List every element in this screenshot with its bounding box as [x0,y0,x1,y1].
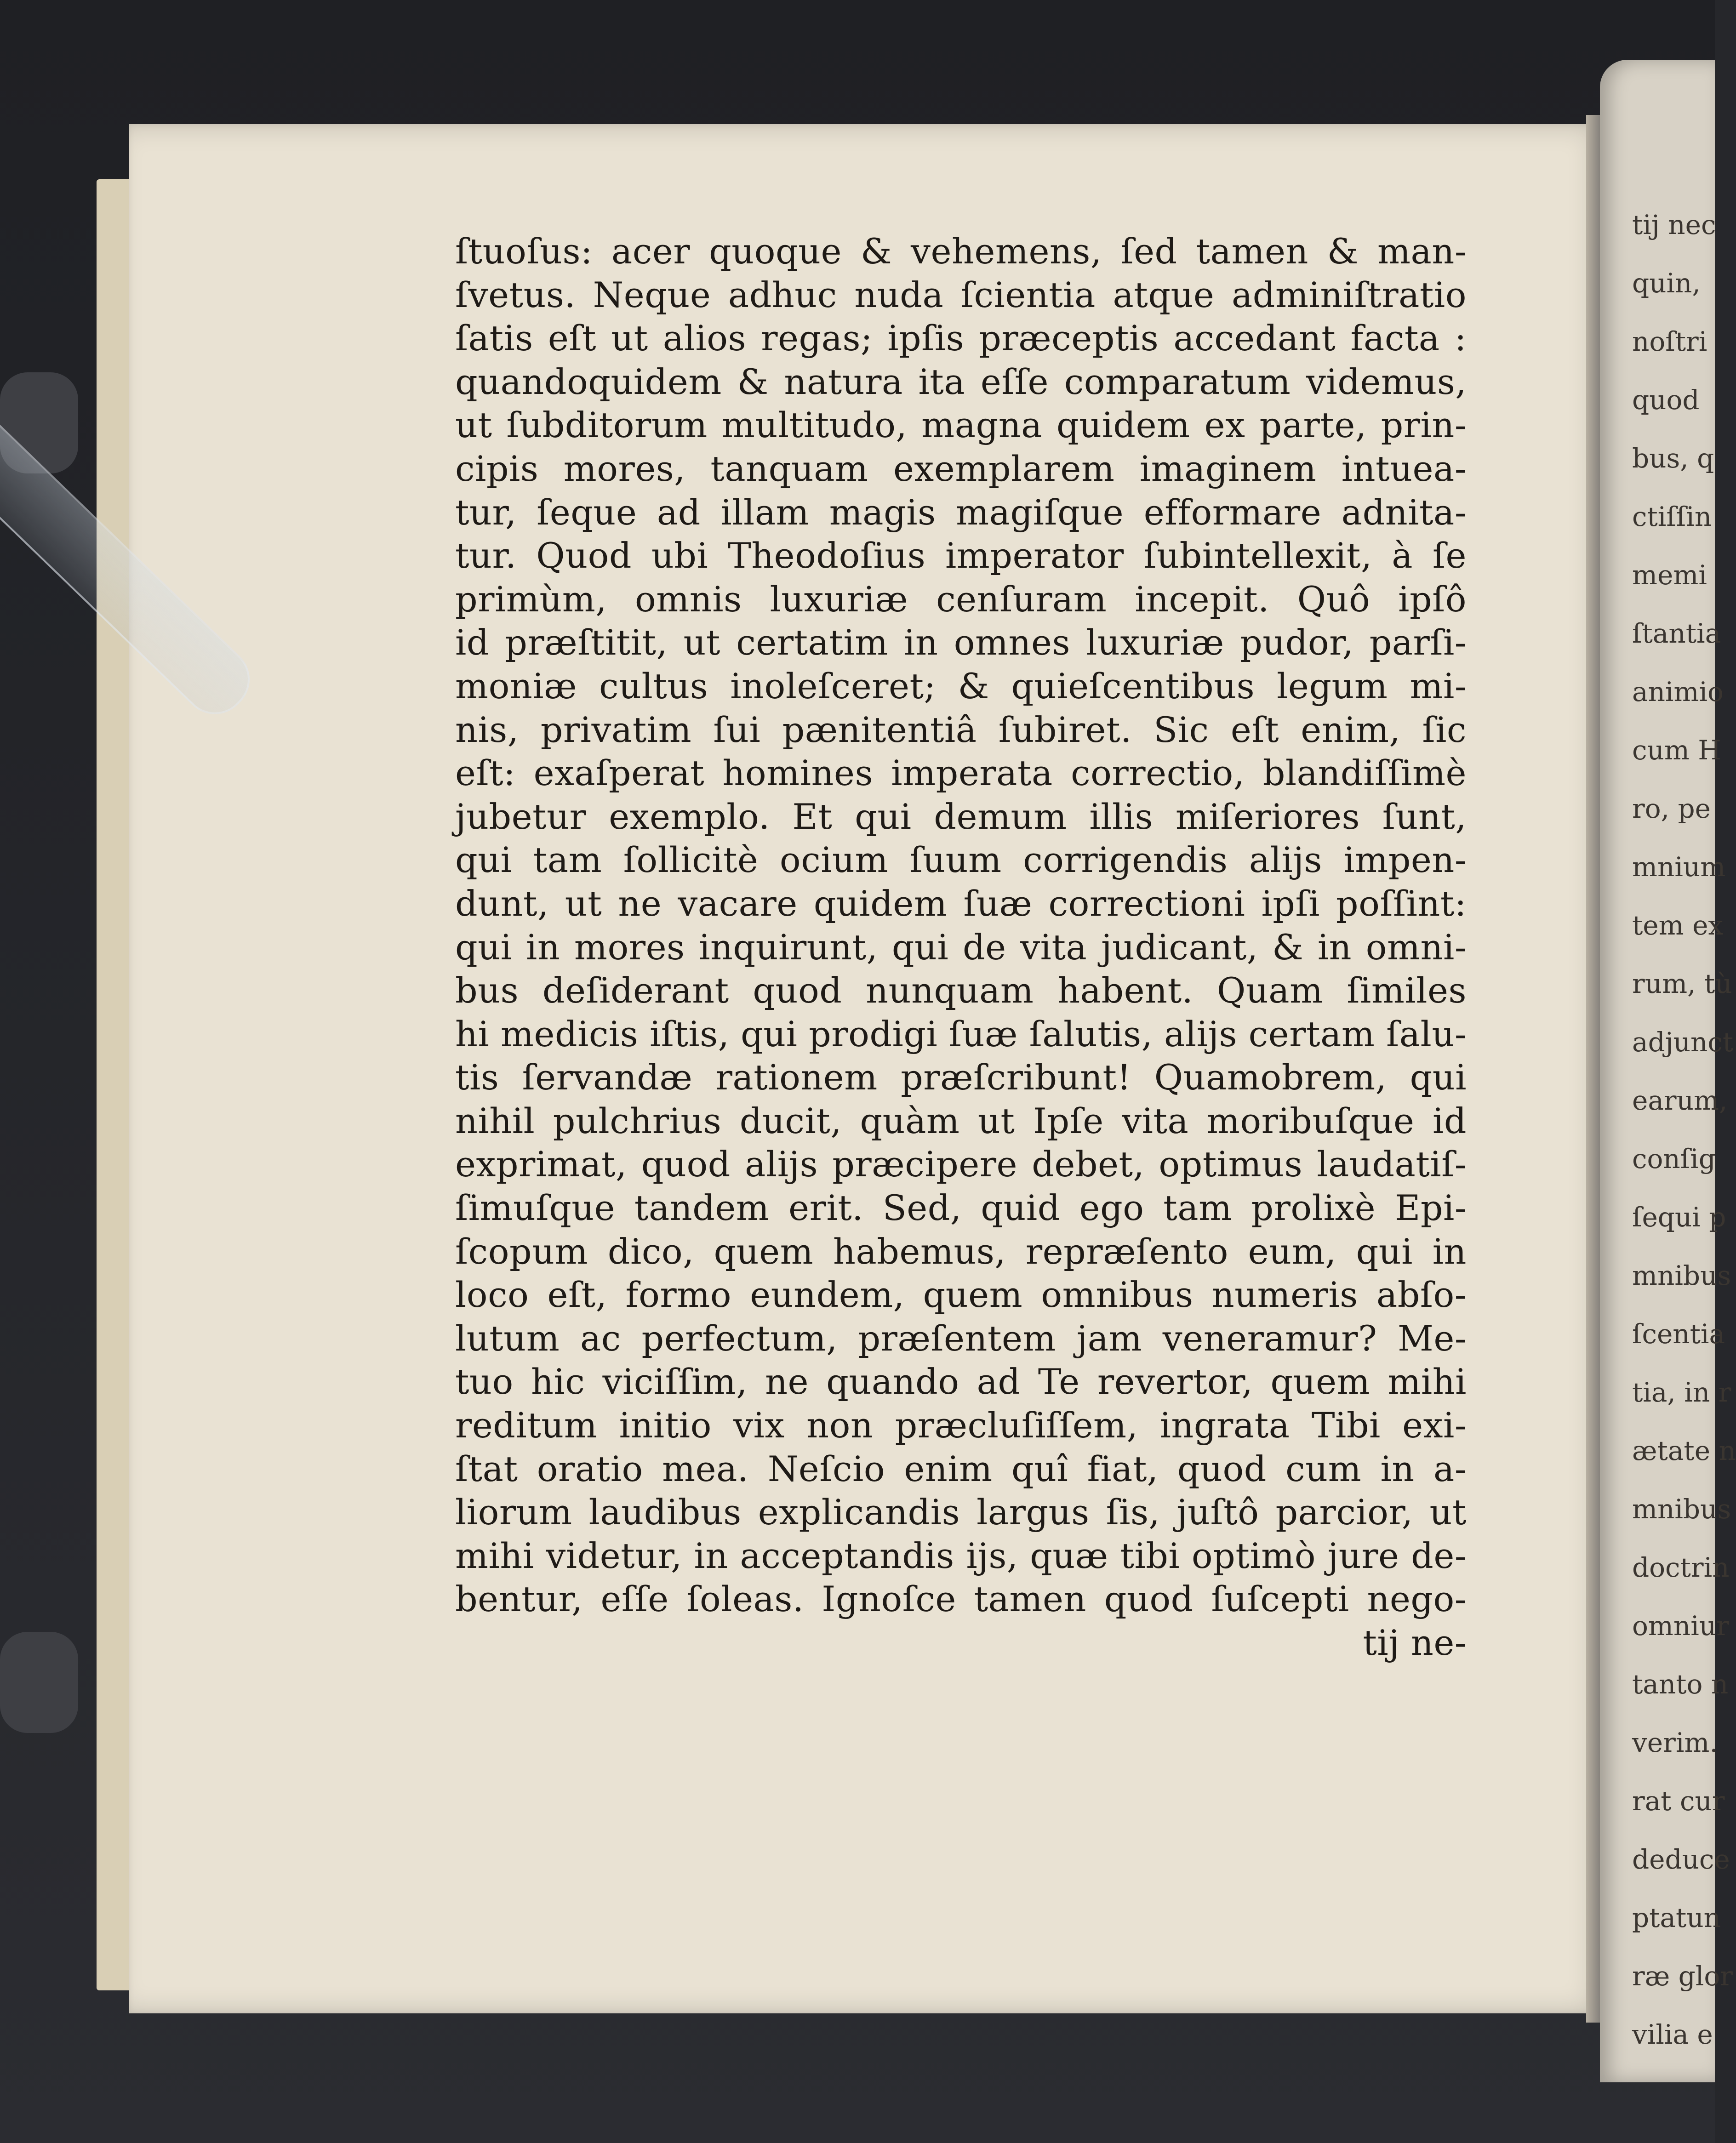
facing-page-line: memi [1632,559,1707,591]
text-line: hi medicis iſtis, qui prodigi ſuæ ſalutis, alijs certam ſalu- [455,1013,1467,1054]
text-line: bus deſiderant quod nunquam habent. Quam ſimiles [455,970,1467,1011]
facing-page-line: quin, [1632,268,1701,299]
text-line: dunt, ut ne vacare quidem ſuæ correctioni ipſi poſſint: [455,883,1467,924]
facing-page-line: earum, [1632,1085,1728,1116]
facing-page-line: rat cur [1632,1785,1725,1817]
text-line: nis, privatim ſui pænitentiâ ſubiret. Sic eſt enim, ſic [455,709,1467,750]
text-line: exprimat, quod alijs præcipere debet, optimus laudatiſ- [455,1144,1467,1185]
facing-page-line: ſcentia [1632,1318,1725,1350]
text-line: ſtuoſus: acer quoque & vehemens, ſed tamen & man- [455,231,1467,272]
facing-page-line: cum H [1632,735,1721,766]
text-line: id præſtitit, ut certatim in omnes luxuriæ pudor, parſi- [455,622,1467,663]
facing-page-line: tanto n [1632,1669,1729,1700]
facing-page-line: quod [1632,384,1700,416]
text-line: jubetur exemplo. Et qui demum illis miſeriores ſunt, [455,796,1467,837]
facing-page-line: mnibus [1632,1493,1731,1525]
facing-page-line: ro, pe [1632,793,1711,824]
facing-page-line: tij nec [1632,209,1716,240]
facing-page-line: ctiſſin [1632,501,1712,532]
facing-page-line: ſequi p [1632,1202,1726,1233]
text-line: nihil pulchrius ducit, quàm ut Ipſe vita moribuſque id [455,1100,1467,1141]
facing-page-line: conſig [1632,1143,1716,1174]
text-line: lutum ac perfectum, præſentem jam veneramur? Me- [455,1317,1467,1359]
text-line: cipis mores, tanquam exemplarem imaginem intuea- [455,448,1467,489]
facing-page-line: mnibus [1632,1260,1731,1291]
page-text-block [455,230,1467,1665]
facing-page-line: tia, in r [1632,1377,1731,1408]
facing-page-line: verim. [1632,1727,1718,1758]
text-line: mihi videtur, in acceptandis ijs, quæ tibi optimò jure de- [455,1535,1467,1576]
text-line: qui in mores inquirunt, qui de vita judicant, & in omni- [455,926,1467,968]
facing-page-line: deduce [1632,1844,1730,1875]
catchword: tij ne- [1363,1622,1467,1663]
facing-page-line: doctrin [1632,1552,1730,1583]
facing-page-line: ræ glor [1632,1961,1733,1992]
text-line: reditum initio vix non præcluſiſſem, ingrata Tibi exi- [455,1405,1467,1446]
text-line: qui tam ſollicitè ocium ſuum corrigendis alijs impen- [455,839,1467,881]
text-line: bentur, eſſe ſoleas. Ignoſce tamen quod ſuſcepti nego- [455,1579,1467,1620]
facing-page-line: vilia e [1632,2019,1713,2050]
facing-page-line: noſtri [1632,326,1707,357]
facing-page-line: bus, q [1632,443,1714,474]
text-line: tuo hic viciſſim, ne quando ad Te revertor, quem mihi [455,1361,1467,1402]
text-line: tur. Quod ubi Theodoſius imperator ſubintellexit, à ſe [455,535,1467,576]
book-clip-bottom [0,1632,78,1733]
text-line: tis ſervandæ rationem præſcribunt! Quamobrem, qui [455,1057,1467,1098]
text-line: ut ſubditorum multitudo, magna quidem ex parte, prin- [455,405,1467,446]
text-line: ſvetus. Neque adhuc nuda ſcientia atque adminiſtratio [455,274,1467,315]
facing-page-line: tem ex [1632,910,1724,941]
text-line: ſcopum dico, quem habemus, repræſento eum, qui in [455,1231,1467,1272]
text-line: loco eſt, formo eundem, quem omnibus numeris abſo- [455,1274,1467,1316]
text-line: ſimuſque tandem erit. Sed, quid ego tam prolixè Epi- [455,1187,1467,1229]
text-line: eſt: exaſperat homines imperata correctio, blandiſſimè [455,752,1467,794]
facing-page-line: ſtantia [1632,618,1721,649]
facing-page-line: ptatun [1632,1902,1721,1933]
text-line: liorum laudibus explicandis largus ſis, juſtô parcior, ut [455,1492,1467,1533]
text-line: ſatis eſt ut alios regas; ipſis præceptis accedant facta : [455,318,1467,359]
text-line: primùm, omnis luxuriæ cenſuram incepit. Quô ipſô [455,578,1467,620]
facing-page-line: ætate n [1632,1435,1736,1466]
text-line: ſtat oratio mea. Neſcio enim quî fiat, quod cum in a- [455,1448,1467,1489]
facing-page-line: animio [1632,676,1724,707]
text-line: quandoquidem & natura ita eſſe comparatum videmus, [455,361,1467,402]
facing-page-line: omniur [1632,1610,1729,1641]
text-line: tur, ſeque ad illam magis magiſque efformare adnita- [455,491,1467,533]
text-line: moniæ cultus inoleſceret; & quieſcentibus legum mi- [455,665,1467,707]
facing-page-line: mnium [1632,851,1726,883]
facing-page-line: adjunct [1632,1026,1734,1058]
facing-page [1600,60,1736,2082]
facing-page-line: rum, tù [1632,968,1732,999]
